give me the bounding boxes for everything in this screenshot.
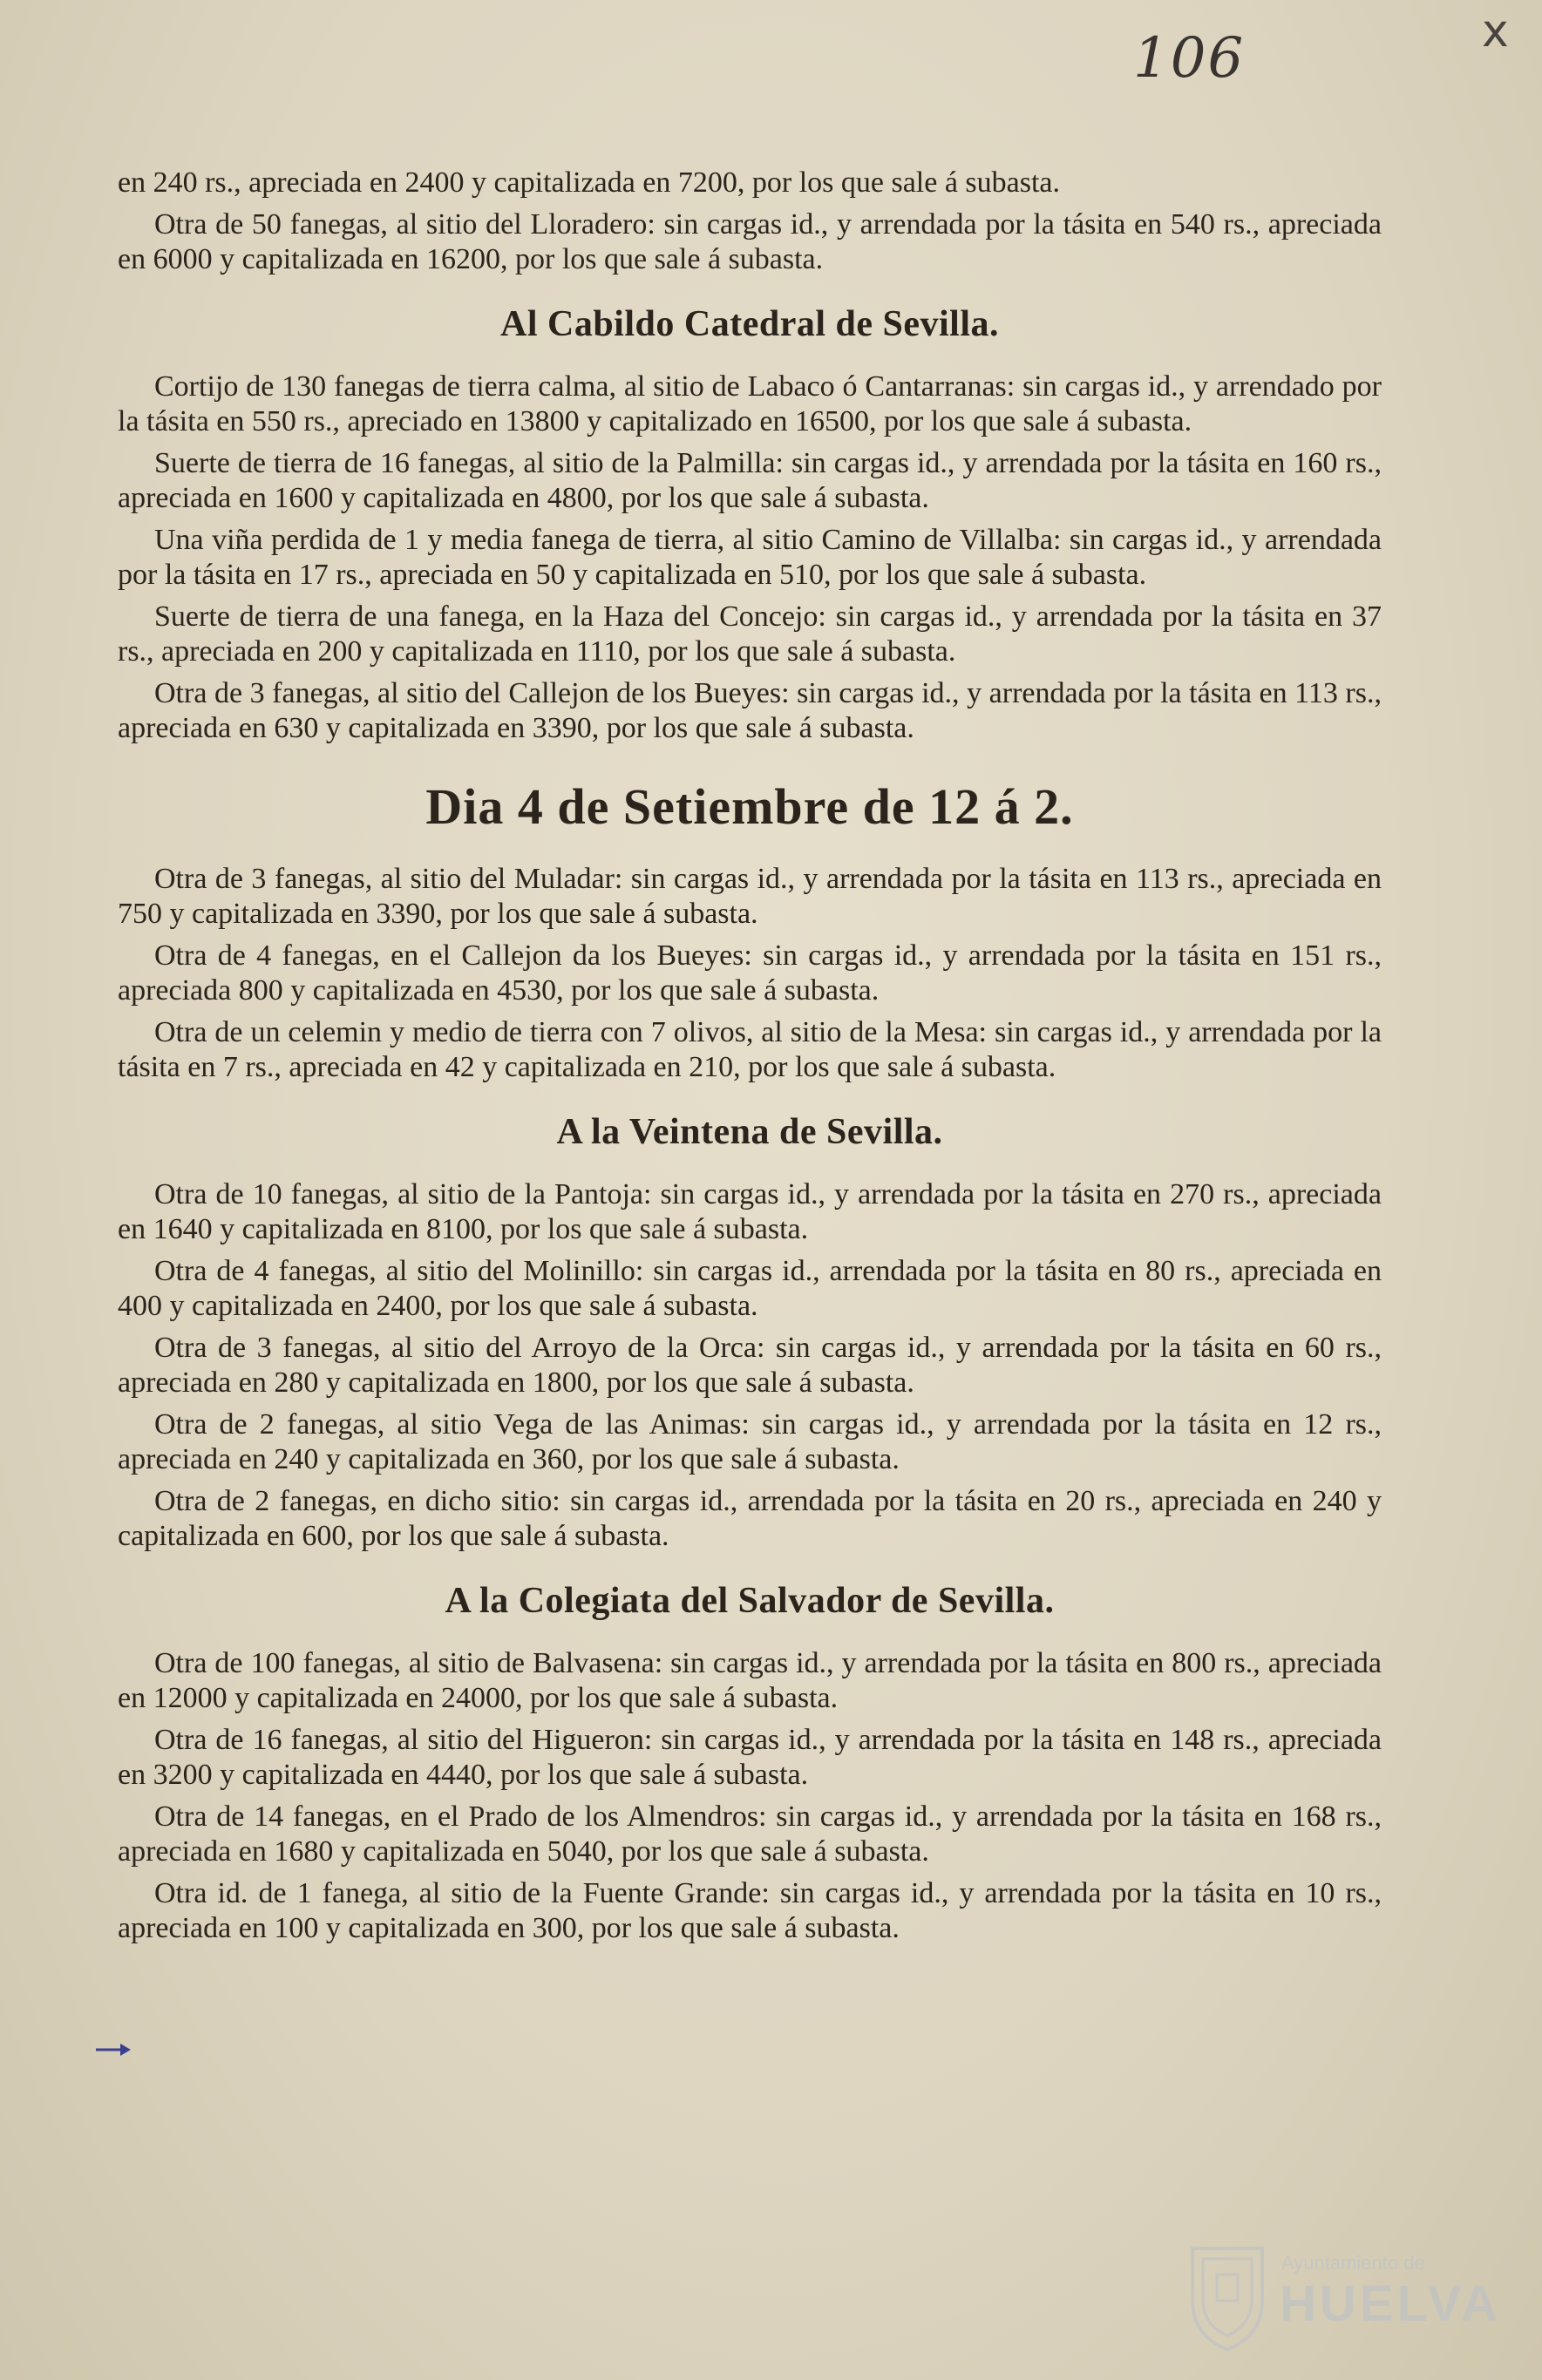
paragraph: Una viña perdida de 1 y media fanega de tierra, al sitio Camino de Villalba: sin cargas id., y arrendada por la tásita en 17 rs., apreciada en 50 y capitalizada en 510, por los que sale á subasta. <box>118 524 1382 591</box>
section-heading-cabildo: Al Cabildo Catedral de Sevilla. <box>499 304 1000 344</box>
watermark-logo <box>1185 2240 1499 2362</box>
paragraph: Suerte de tierra de una fanega, en la Haza del Concejo: sin cargas id., y arrendada por la tásita en 37 rs., apreciada en 200 y capitalizada en 1110, por los que sale á subasta. <box>118 600 1382 668</box>
document-body <box>118 166 1382 1953</box>
intro-paragraph-1: en 240 rs., apreciada en 2400 y capitalizada en 7200, por los que sale á subasta. <box>118 166 1061 199</box>
paragraph: Otra de 3 fanegas, al sitio del Callejon de los Bueyes: sin cargas id., y arrendada por la tásita en 113 rs., apreciada en 630 y capitalizada en 3390, por los que sale á subasta. <box>118 677 1382 744</box>
watermark-subtitle: Ayuntamiento de <box>1281 2252 1425 2274</box>
paragraph-marked: Otra id. de 1 fanega, al sitio de la Fuente Grande: sin cargas id., y arrendada por la tásita en 10 rs., apreciada en 100 y capitalizada en 300, por los que sale á subasta. <box>118 1877 1382 1944</box>
intro-paragraph-2: Otra de 50 fanegas, al sitio del Lloradero: sin cargas id., y arrendada por la tásita en 540 rs., apreciada en 6000 y capitalizada en 16200, por los que sale á subasta. <box>118 208 1382 275</box>
paragraph: Suerte de tierra de 16 fanegas, al sitio de la Palmilla: sin cargas id., y arrendada por la tásita en 160 rs., apreciada en 1600 y capitalizada en 4800, por los que sale á subasta. <box>118 447 1382 514</box>
paragraph: Otra de 14 fanegas, en el Prado de los Almendros: sin cargas id., y arrendada por la tásita en 168 rs., apreciada en 1680 y capitalizada en 5040, por los que sale á subasta. <box>118 1800 1382 1868</box>
annotation-arrow-icon <box>94 2041 132 2058</box>
paragraph: Otra de un celemin y medio de tierra con 7 olivos, al sitio de la Mesa: sin cargas id., y arrendada por la tásita en 7 rs., apreciada en 42 y capitalizada en 210, por los que sale á subasta. <box>118 1016 1382 1083</box>
paragraph: Otra de 10 fanegas, al sitio de la Pantoja: sin cargas id., y arrendada por la tásita en 270 rs., apreciada en 1640 y capitalizada en 8100, por los que sale á subasta. <box>118 1178 1382 1245</box>
paragraph: Otra de 3 fanegas, al sitio del Muladar: sin cargas id., y arrendada por la tásita en 113 rs., apreciada en 750 y capitalizada en 3390, por los que sale á subasta. <box>118 863 1382 930</box>
paragraph: Otra de 100 fanegas, al sitio de Balvasena: sin cargas id., y arrendada por la tásita en 800 rs., apreciada en 12000 y capitalizada en 24000, por los que sale á subasta. <box>118 1647 1382 1714</box>
coat-of-arms-icon <box>1185 2240 1269 2353</box>
paragraph: Otra de 4 fanegas, al sitio del Molinillo: sin cargas id., arrendada por la tásita en 80 rs., apreciada en 400 y capitalizada en 2400, por los que sale á subasta. <box>118 1255 1382 1322</box>
corner-mark: x <box>1482 5 1509 58</box>
folio-number: 106 <box>1133 26 1246 91</box>
paragraph: Otra de 3 fanegas, al sitio del Arroyo de la Orca: sin cargas id., y arrendada por la tásita en 60 rs., apreciada en 280 y capitalizada en 1800, por los que sale á subasta. <box>118 1332 1382 1399</box>
paragraph: Otra de 2 fanegas, al sitio Vega de las Animas: sin cargas id., y arrendada por la tásita en 12 rs., apreciada en 240 y capitalizada en 360, por los que sale á subasta. <box>118 1408 1382 1475</box>
paragraph: Otra de 4 fanegas, en el Callejon da los Bueyes: sin cargas id., y arrendada por la tásita en 151 rs., apreciada 800 y capitalizada en 4530, por los que sale á subasta. <box>118 939 1382 1007</box>
section-heading-veintena: A la Veintena de Sevilla. <box>556 1112 943 1152</box>
date-heading: Dia 4 de Setiembre de 12 á 2. <box>425 778 1074 835</box>
paragraph: Otra de 2 fanegas, en dicho sitio: sin cargas id., arrendada por la tásita en 20 rs., apreciada en 240 y capitalizada en 600, por los que sale á subasta. <box>118 1485 1382 1552</box>
paragraph: Otra de 16 fanegas, al sitio del Higueron: sin cargas id., y arrendada por la tásita en 148 rs., apreciada en 3200 y capitalizada en 4440, por los que sale á subasta. <box>118 1724 1382 1791</box>
paragraph: Cortijo de 130 fanegas de tierra calma, al sitio de Labaco ó Cantarranas: sin cargas id., y arrendado por la tásita en 550 rs., apreciado en 13800 y capitalizado en 16500, por los que sale á subasta. <box>118 370 1382 437</box>
watermark-title: HUELVA <box>1280 2275 1501 2332</box>
section-heading-colegiata: A la Colegiata del Salvador de Sevilla. <box>445 1581 1055 1621</box>
